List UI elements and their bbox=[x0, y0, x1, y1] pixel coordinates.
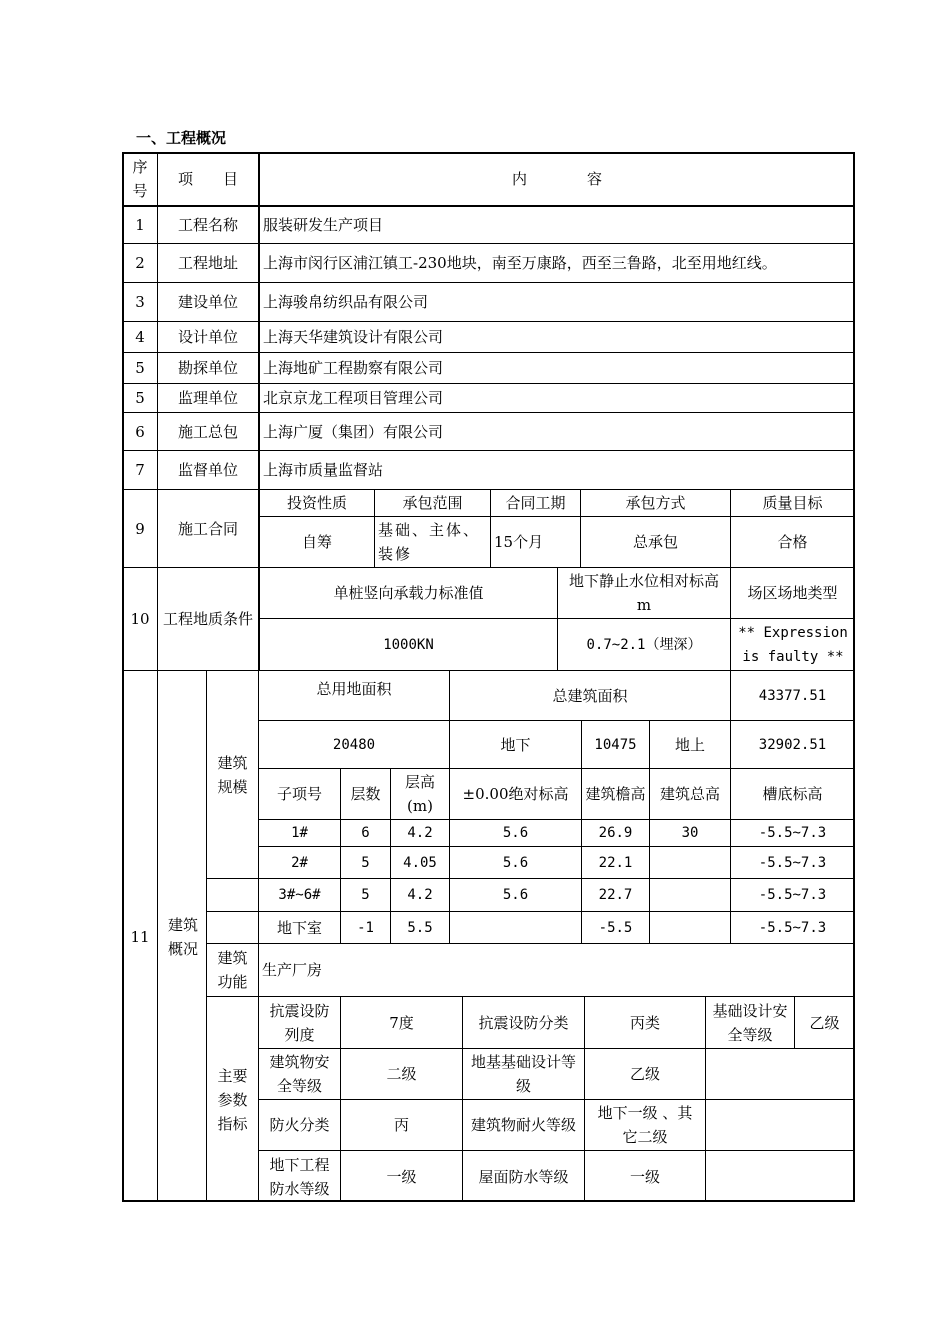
geology-value: 1000KN bbox=[383, 636, 434, 653]
land-value: 20480 bbox=[332, 736, 376, 753]
geology-value: 0.7~2.1（埋深） bbox=[586, 636, 702, 653]
sub-cell: -5.5~7.3 bbox=[758, 919, 827, 936]
aboveground-label: 地上 bbox=[674, 735, 705, 754]
sub-cell: 4.2 bbox=[407, 825, 433, 841]
row-content: 上海天华建筑设计有限公司 bbox=[263, 328, 444, 346]
sub-header: ±0.00绝对标高 bbox=[462, 785, 569, 803]
geology-header: 地下静止水位相对标高m bbox=[568, 572, 719, 614]
contract-value: 基础、主体、装修 bbox=[378, 521, 481, 563]
sub-cell bbox=[650, 879, 730, 911]
sub-cell: 5.6 bbox=[502, 887, 529, 903]
geology-header: 场区场地类型 bbox=[747, 584, 838, 602]
param-cell: 地下工程防水等级 bbox=[269, 1155, 330, 1198]
contract-header: 合同工期 bbox=[505, 494, 566, 512]
row-no: 1 bbox=[135, 215, 145, 234]
row-content: 上海骏帛纺织品有限公司 bbox=[263, 293, 429, 311]
sub-header: 建筑总高 bbox=[659, 785, 720, 803]
sub-cell: 5.6 bbox=[502, 825, 529, 841]
param-cell: 乙级 bbox=[809, 1013, 840, 1032]
contract-value: 合格 bbox=[777, 533, 808, 551]
sub-cell: 2# bbox=[291, 854, 308, 871]
param-cell: 抗震设防分类 bbox=[478, 1013, 569, 1032]
sub-header: 槽底标高 bbox=[762, 785, 823, 803]
sub-header: 层高(m) bbox=[404, 773, 435, 815]
contract-header: 承包方式 bbox=[625, 494, 686, 512]
param-cell bbox=[706, 1100, 854, 1150]
row-no: 4 bbox=[135, 328, 145, 346]
row-item: 设计单位 bbox=[177, 328, 238, 346]
param-cell: 防火分类 bbox=[269, 1116, 330, 1134]
total-area-label: 总建筑面积 bbox=[552, 686, 628, 705]
sub-header: 建筑檐高 bbox=[585, 785, 646, 803]
row-content: 服装研发生产项目 bbox=[263, 215, 384, 234]
contract-item: 施工合同 bbox=[177, 519, 238, 538]
contract-header: 投资性质 bbox=[286, 494, 347, 512]
sub-cell: 地下室 bbox=[276, 918, 322, 937]
sub-cell: 1# bbox=[291, 825, 308, 841]
header-seq-line1: 序 bbox=[132, 158, 148, 176]
sub-cell: 4.05 bbox=[403, 854, 437, 871]
param-cell: 建筑物耐火等级 bbox=[471, 1116, 577, 1134]
underground-value: 10475 bbox=[594, 736, 637, 753]
row-no: 6 bbox=[135, 422, 145, 441]
header-content: 内 容 bbox=[511, 170, 602, 188]
sub-cell: -5.5~7.3 bbox=[758, 854, 827, 871]
sub-cell: -1 bbox=[357, 919, 374, 936]
aboveground-value: 32902.51 bbox=[758, 736, 827, 753]
sub-cell: 22.7 bbox=[598, 887, 633, 903]
total-land-label: 总用地面积 bbox=[316, 680, 392, 698]
param-cell: 地基基础设计等级 bbox=[471, 1053, 577, 1095]
param-cell: 二级 bbox=[386, 1065, 417, 1083]
param-cell: 一级 bbox=[629, 1167, 660, 1186]
geology-item: 工程地质条件 bbox=[162, 610, 253, 628]
geology-value: ** Expression is faulty ** bbox=[738, 624, 848, 665]
row-no: 5 bbox=[135, 359, 145, 377]
function-label: 建筑功能 bbox=[217, 949, 248, 991]
row-item: 工程名称 bbox=[177, 215, 238, 234]
row-item: 工程地址 bbox=[177, 254, 238, 272]
underground-label: 地下 bbox=[500, 735, 531, 754]
section-heading: 一、工程概况 bbox=[136, 129, 227, 147]
row-no: 3 bbox=[135, 293, 145, 311]
sub-cell: 22.1 bbox=[598, 854, 633, 871]
row-content: 上海广厦（集团）有限公司 bbox=[263, 422, 444, 441]
row-no: 5 bbox=[135, 389, 145, 407]
total-area-value: 43377.51 bbox=[758, 687, 827, 704]
sub-cell bbox=[650, 847, 730, 878]
header-seq bbox=[123, 153, 157, 205]
contract-no: 9 bbox=[135, 519, 145, 538]
contract-value: 15个月 bbox=[494, 533, 544, 551]
sub-cell bbox=[650, 912, 730, 943]
param-cell: 基础设计安全等级 bbox=[712, 1001, 788, 1044]
row-content: 上海市闵行区浦江镇工-230地块，南至万康路，西至三鲁路，北至用地红线。 bbox=[263, 254, 777, 272]
row-content: 上海市质量监督站 bbox=[263, 461, 384, 479]
sub-cell: -5.5~7.3 bbox=[758, 887, 827, 903]
geology-header: 单桩竖向承载力标准值 bbox=[333, 584, 484, 602]
row-item: 监督单位 bbox=[177, 461, 238, 479]
sub-cell: 4.2 bbox=[407, 887, 433, 903]
param-cell: 一级 bbox=[386, 1167, 417, 1186]
contract-value: 总承包 bbox=[632, 533, 678, 551]
sub-cell: -5.5 bbox=[598, 919, 633, 936]
sub-cell: 5.6 bbox=[502, 854, 529, 871]
param-cell: 屋面防水等级 bbox=[478, 1167, 569, 1186]
geology-no: 10 bbox=[130, 610, 150, 628]
row-content: 上海地矿工程勘察有限公司 bbox=[263, 359, 444, 377]
overview-item: 建筑概况 bbox=[167, 915, 198, 958]
contract-header: 承包范围 bbox=[402, 494, 463, 512]
row-item: 监理单位 bbox=[177, 389, 238, 407]
scale-label: 建筑规模 bbox=[217, 753, 248, 796]
sub-cell: -5.5~7.3 bbox=[758, 825, 827, 841]
header-item: 项 目 bbox=[177, 170, 238, 188]
params-label: 主要参数指标 bbox=[217, 1066, 248, 1133]
row-item: 施工总包 bbox=[177, 422, 238, 441]
param-cell: 丙类 bbox=[629, 1013, 660, 1032]
sub-header: 层数 bbox=[350, 785, 381, 803]
param-cell bbox=[706, 1151, 854, 1202]
row-item: 建设单位 bbox=[177, 293, 238, 311]
sub-cell: 5.5 bbox=[407, 919, 433, 936]
sub-cell: 30 bbox=[681, 825, 699, 841]
param-cell: 地下一级 、其它二级 bbox=[597, 1104, 693, 1146]
param-cell: 丙 bbox=[393, 1116, 409, 1134]
sub-header: 子项号 bbox=[276, 785, 322, 803]
row-no: 2 bbox=[135, 254, 145, 272]
param-cell bbox=[706, 1049, 854, 1099]
row-item: 勘探单位 bbox=[177, 359, 238, 377]
sub-cell: 3#~6# bbox=[278, 887, 321, 903]
param-cell: 乙级 bbox=[629, 1065, 660, 1083]
sub-cell: 5 bbox=[361, 854, 370, 871]
param-cell: 抗震设防列度 bbox=[269, 1001, 330, 1044]
row-no: 7 bbox=[135, 461, 145, 479]
sub-cell: 5 bbox=[361, 887, 370, 903]
row-content: 北京京龙工程项目管理公司 bbox=[263, 389, 444, 407]
overview-no: 11 bbox=[130, 927, 150, 946]
contract-header: 质量目标 bbox=[762, 494, 823, 512]
sub-cell: 26.9 bbox=[598, 825, 633, 841]
contract-value: 自筹 bbox=[301, 533, 332, 551]
sub-cell: 6 bbox=[361, 825, 370, 841]
function-value: 生产厂房 bbox=[262, 961, 323, 979]
param-cell: 建筑物安全等级 bbox=[269, 1053, 330, 1095]
sub-cell bbox=[450, 912, 581, 943]
header-seq-line2: 号 bbox=[132, 182, 148, 200]
param-cell: 7度 bbox=[389, 1013, 414, 1032]
